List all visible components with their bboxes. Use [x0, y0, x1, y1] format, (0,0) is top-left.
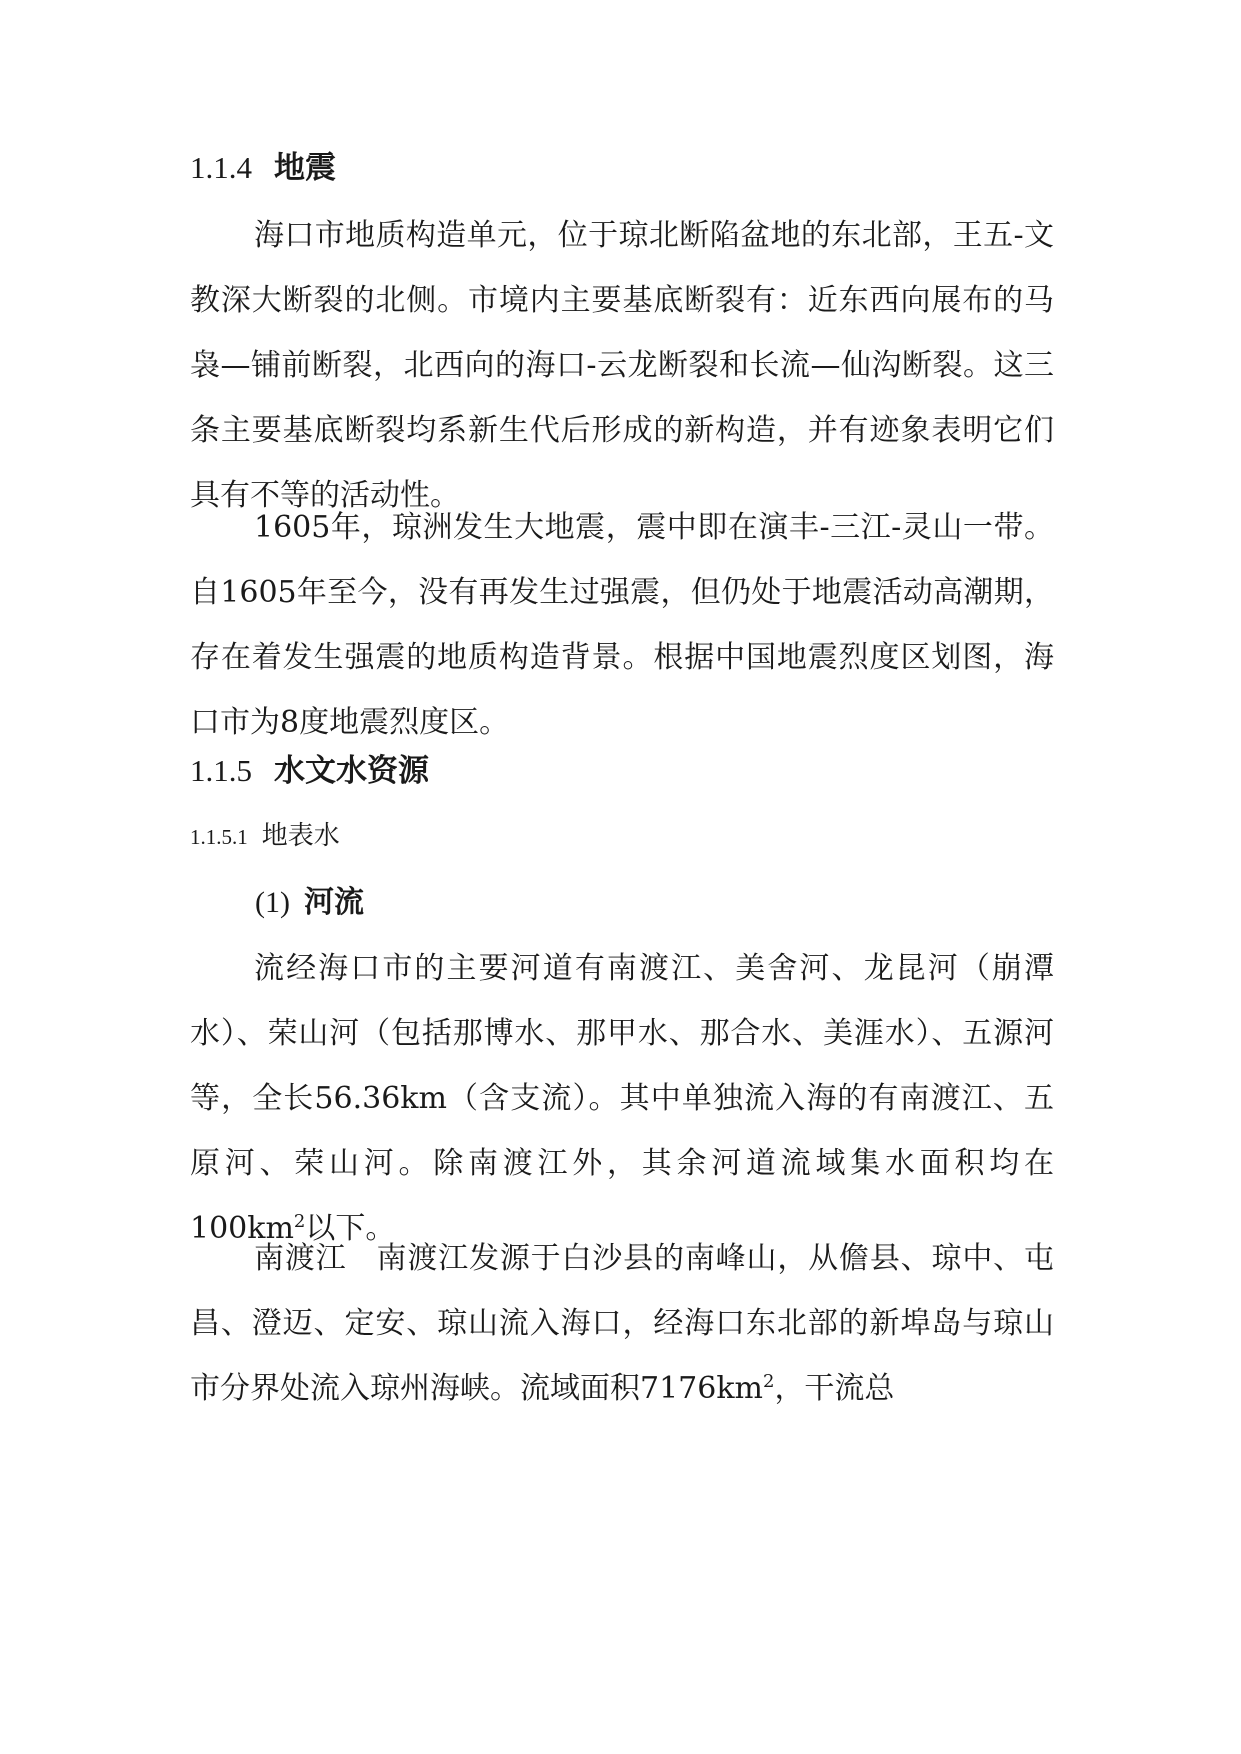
- river-label: 南渡江: [254, 1241, 347, 1276]
- subheading-title: 河流: [303, 885, 364, 920]
- section-number: 1.1.5.1: [190, 825, 248, 849]
- paragraph-nandu-river: [190, 1226, 1054, 1421]
- paragraph-text: ，干流总: [774, 1371, 895, 1406]
- section-number: 1.1.5: [190, 753, 252, 788]
- section-title: 水文水资源: [274, 753, 429, 789]
- section-heading-1-1-5-1: [190, 818, 340, 855]
- subheading-number: (1): [255, 886, 290, 919]
- paragraph-text: 南渡江发源于白沙县的南峰山，从儋县、琼中、屯昌、澄迈、定安、琼山流入海口，经海口东北部的新埠岛与琼山市分界处流入琼州海峡。流域面积7176km: [190, 1241, 1054, 1406]
- section-heading-1-1-4: [190, 148, 336, 188]
- section-title: 地表水: [261, 821, 340, 851]
- section-heading-1-1-5: [190, 751, 429, 791]
- paragraph-rivers-overview: [190, 936, 1054, 1261]
- subheading-rivers: [255, 883, 364, 923]
- paragraph-text: 以下。: [305, 1211, 396, 1246]
- section-title: 地震: [274, 150, 336, 186]
- superscript: 2: [762, 1371, 775, 1392]
- paragraph-text: 流经海口市的主要河道有南渡江、美舍河、龙昆河（崩潭水）、荣山河（包括那博水、那甲水、那合水、美涯水）、五源河等，全长56.36km（含支流）。其中单独流入海的有南渡江、五原河、荣山河。除南渡江外，其余河道流域集水面积均在100km: [190, 951, 1054, 1246]
- superscript: 2: [293, 1211, 306, 1232]
- paragraph-geology: 海口市地质构造单元，位于琼北断陷盆地的东北部，王五-文教深大断裂的北侧。市境内主要基底断裂有：近东西向展布的马袅—铺前断裂，北西向的海口-云龙断裂和长流—仙沟断裂。这三条主要基底断裂均系新生代后形成的新构造，并有迹象表明它们具有不等的活动性。: [190, 218, 1054, 513]
- section-number: 1.1.4: [190, 150, 252, 185]
- paragraph-earthquake-history: 1605年，琼洲发生大地震，震中即在演丰-三江-灵山一带。自1605年至今，没有再发生过强震，但仍处于地震活动高潮期，存在着发生强震的地质构造背景。根据中国地震烈度区划图，海口市为8度地震烈度区。: [190, 510, 1054, 740]
